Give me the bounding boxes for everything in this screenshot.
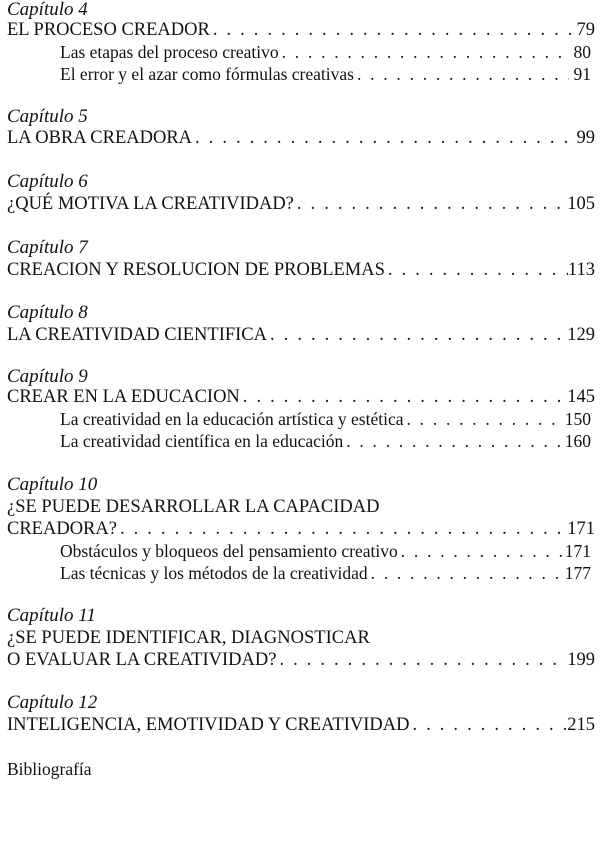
dot-leader [385, 259, 568, 281]
dot-leader [343, 430, 565, 452]
dot-leader [192, 127, 573, 149]
dot-leader [368, 562, 565, 584]
chapter-4-label: Capítulo 4 [7, 0, 88, 20]
dot-leader [404, 408, 565, 430]
chapter-7-entry[interactable] [7, 259, 595, 281]
chapter-5-entry[interactable] [7, 127, 595, 149]
subsection-title: El error y el azar como fórmulas creativas [60, 64, 354, 84]
subsection-page-number: 177 [564, 563, 591, 583]
chapter-11-title-line-1[interactable]: ¿SE PUEDE IDENTIFICAR, DIAGNOSTICAR [7, 628, 370, 648]
chapter-11-label: Capítulo 11 [7, 605, 96, 626]
chapter-7-label: Capítulo 7 [7, 237, 88, 258]
chapter-5-label: Capítulo 5 [7, 106, 88, 127]
entry-page-number: 113 [567, 260, 595, 280]
chapter-8-label: Capítulo 8 [7, 302, 88, 323]
chapter-10-title-line-1[interactable]: ¿SE PUEDE DESARROLLAR LA CAPACIDAD [7, 497, 380, 517]
entry-page-number: 99 [576, 128, 595, 148]
subsection-page-number: 171 [564, 541, 591, 561]
chapter-11-entry[interactable] [7, 649, 595, 671]
dot-leader [279, 41, 569, 63]
chapter-9-entry[interactable] [7, 386, 595, 408]
subsection-title: Obstáculos y bloqueos del pensamiento creativo [60, 541, 398, 561]
chapter-8-entry[interactable] [7, 324, 595, 346]
entry-title: LA CREATIVIDAD CIENTIFICA [7, 325, 268, 345]
dot-leader [276, 649, 567, 671]
entry-page-number: 215 [567, 715, 595, 735]
entry-page-number: 79 [576, 20, 595, 40]
subsection-page-number: 160 [564, 431, 591, 451]
dot-leader [240, 386, 567, 408]
chapter-4-entry[interactable] [7, 19, 595, 41]
entry-page-number: 105 [567, 194, 595, 214]
dot-leader [210, 19, 573, 41]
entry-title: INTELIGENCIA, EMOTIVIDAD Y CREATIVIDAD [7, 715, 410, 735]
chapter-10-entry[interactable] [7, 518, 595, 540]
chapter-12-label: Capítulo 12 [7, 692, 98, 713]
dot-leader [294, 193, 567, 215]
chapter-9-subsection-1[interactable] [60, 408, 591, 430]
dot-leader [398, 540, 565, 562]
chapter-9-label: Capítulo 9 [7, 366, 88, 387]
dot-leader [117, 518, 567, 540]
entry-title: O EVALUAR LA CREATIVIDAD? [7, 650, 277, 670]
entry-page-number: 171 [567, 519, 595, 539]
entry-title: CREADORA? [7, 519, 117, 539]
entry-title: EL PROCESO CREADOR [7, 20, 210, 40]
entry-title: LA OBRA CREADORA [7, 128, 193, 148]
chapter-6-label: Capítulo 6 [7, 171, 88, 192]
entry-page-number: 199 [567, 650, 595, 670]
subsection-page-number: 150 [564, 409, 591, 429]
subsection-title: Las técnicas y los métodos de la creatividad [60, 563, 368, 583]
entry-page-number: 145 [567, 387, 595, 407]
dot-leader [409, 714, 567, 736]
dot-leader [354, 63, 569, 85]
dot-leader [267, 324, 567, 346]
subsection-title: Las etapas del proceso creativo [60, 42, 279, 62]
chapter-9-subsection-2[interactable] [60, 430, 591, 452]
chapter-10-subsection-2[interactable] [60, 562, 591, 584]
chapter-10-subsection-1[interactable] [60, 540, 591, 562]
chapter-12-entry[interactable] [7, 714, 595, 736]
subsection-page-number: 80 [573, 42, 591, 62]
entry-title: CREAR EN LA EDUCACION [7, 387, 240, 407]
entry-page-number: 129 [567, 325, 595, 345]
entry-title: ¿QUÉ MOTIVA LA CREATIVIDAD? [7, 194, 294, 214]
chapter-4-subsection-1[interactable] [60, 41, 591, 63]
bibliography-entry[interactable]: Bibliografía [7, 759, 92, 779]
subsection-title: La creatividad científica en la educación [60, 431, 344, 451]
chapter-6-entry[interactable] [7, 193, 595, 215]
chapter-10-label: Capítulo 10 [7, 474, 98, 495]
entry-title: CREACION Y RESOLUCION DE PROBLEMAS [7, 260, 385, 280]
chapter-4-subsection-2[interactable] [60, 63, 591, 85]
subsection-page-number: 91 [573, 64, 591, 84]
subsection-title: La creatividad en la educación artística y estética [60, 409, 404, 429]
